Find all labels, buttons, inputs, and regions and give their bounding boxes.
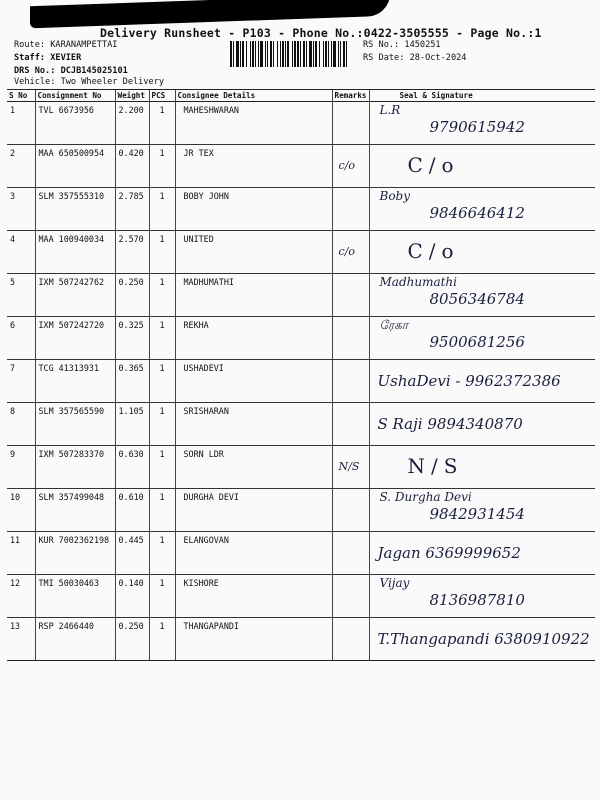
barcode-bar bbox=[328, 41, 329, 67]
remark-handwriting: c/o bbox=[338, 245, 355, 258]
table-row bbox=[7, 360, 595, 403]
consignee-cell: REKHA bbox=[175, 317, 332, 360]
remarks-cell bbox=[332, 102, 369, 145]
sno-cell: 11 bbox=[7, 532, 35, 575]
rs-date: RS Date: 28-Oct-2024 bbox=[363, 53, 467, 63]
seal-signature-cell bbox=[369, 231, 595, 274]
consignment-cell: KUR 7002362198 bbox=[35, 532, 115, 575]
barcode-bar bbox=[236, 41, 239, 67]
weight-cell: 1.105 bbox=[115, 403, 149, 446]
weight-cell: 2.785 bbox=[115, 188, 149, 231]
route-label: Route: KARANAMPETTAI bbox=[14, 40, 118, 50]
table-row bbox=[7, 274, 595, 317]
seal-signature-cell bbox=[369, 145, 595, 188]
weight-cell: 0.365 bbox=[115, 360, 149, 403]
signature-handwriting: Vijay bbox=[379, 576, 410, 590]
remarks-cell bbox=[332, 446, 369, 489]
phone-handwriting: 8136987810 bbox=[429, 591, 525, 609]
table-row bbox=[7, 403, 595, 446]
barcode-bar bbox=[252, 41, 254, 67]
consignee-cell: UNITED bbox=[175, 231, 332, 274]
col-header-seal-signature: Seal & Signature bbox=[369, 90, 595, 102]
consignment-cell: IXM 507283370 bbox=[35, 446, 115, 489]
consignment-cell: SLM 357555310 bbox=[35, 188, 115, 231]
col-header-sno: S No bbox=[7, 90, 35, 102]
barcode-bar bbox=[303, 41, 305, 67]
weight-cell: 0.420 bbox=[115, 145, 149, 188]
remarks-cell bbox=[332, 360, 369, 403]
remarks-cell bbox=[332, 145, 369, 188]
phone-handwriting: 9790615942 bbox=[429, 118, 525, 136]
barcode-bar bbox=[267, 41, 268, 67]
consignee-cell: BOBY JOHN bbox=[175, 188, 332, 231]
barcode-bar bbox=[338, 41, 339, 67]
sno-cell: 8 bbox=[7, 403, 35, 446]
consignee-cell: MAHESHWARAN bbox=[175, 102, 332, 145]
sno-cell: 12 bbox=[7, 575, 35, 618]
barcode-bar bbox=[313, 41, 314, 67]
table-row bbox=[7, 575, 595, 618]
barcode-bar bbox=[277, 41, 278, 67]
pcs-cell: 1 bbox=[149, 403, 175, 446]
barcode-bar bbox=[325, 41, 327, 67]
consignment-cell: TMI 50030463 bbox=[35, 575, 115, 618]
barcode-bar bbox=[300, 41, 301, 67]
barcode-bar bbox=[319, 41, 320, 67]
barcode-bar bbox=[285, 41, 286, 67]
signature-handwriting: ரேகா bbox=[379, 318, 409, 332]
table-header-row bbox=[7, 90, 595, 102]
weight-cell: 0.250 bbox=[115, 618, 149, 661]
barcode-bar bbox=[323, 41, 324, 67]
weight-cell: 2.200 bbox=[115, 102, 149, 145]
pcs-cell: 1 bbox=[149, 618, 175, 661]
consignment-cell: RSP 2466440 bbox=[35, 618, 115, 661]
col-header-consignment: Consignment No bbox=[35, 90, 115, 102]
consignment-cell: IXM 507242720 bbox=[35, 317, 115, 360]
table-row bbox=[7, 188, 595, 231]
runsheet-title: Delivery Runsheet - P103 - Phone No.:0422-3505555 - Page No.:1 bbox=[100, 26, 542, 40]
remarks-cell bbox=[332, 489, 369, 532]
sno-cell: 2 bbox=[7, 145, 35, 188]
barcode-bar bbox=[340, 41, 341, 67]
consignment-cell: IXM 507242762 bbox=[35, 274, 115, 317]
table-row bbox=[7, 231, 595, 274]
sno-cell: 7 bbox=[7, 360, 35, 403]
col-header-consignee: Consignee Details bbox=[175, 90, 332, 102]
barcode-bar bbox=[233, 41, 234, 67]
barcode-bar bbox=[315, 41, 317, 67]
barcode-bar bbox=[255, 41, 256, 67]
table-row bbox=[7, 489, 595, 532]
remarks-cell bbox=[332, 532, 369, 575]
pcs-cell: 1 bbox=[149, 317, 175, 360]
barcode-bar bbox=[306, 41, 307, 67]
barcode-bar bbox=[331, 41, 332, 67]
seal-signature-cell bbox=[369, 317, 595, 360]
phone-handwriting: UshaDevi - 9962372386 bbox=[377, 372, 561, 390]
barcode-bar bbox=[273, 41, 274, 67]
seal-signature-cell bbox=[369, 102, 595, 145]
pcs-cell: 1 bbox=[149, 360, 175, 403]
table-row bbox=[7, 532, 595, 575]
phone-handwriting: 9500681256 bbox=[429, 333, 525, 351]
seal-signature-cell bbox=[369, 618, 595, 661]
sno-cell: 4 bbox=[7, 231, 35, 274]
barcode-bar bbox=[333, 41, 336, 67]
pcs-cell: 1 bbox=[149, 188, 175, 231]
consignee-cell: SORN LDR bbox=[175, 446, 332, 489]
consignee-cell: USHADEVI bbox=[175, 360, 332, 403]
phone-handwriting: 8056346784 bbox=[429, 290, 525, 308]
barcode-bar bbox=[260, 41, 263, 67]
barcode-bar bbox=[287, 41, 289, 67]
table-row bbox=[7, 317, 595, 360]
weight-cell: 0.325 bbox=[115, 317, 149, 360]
sno-cell: 13 bbox=[7, 618, 35, 661]
signature-handwriting: Boby bbox=[379, 189, 411, 203]
sno-cell: 9 bbox=[7, 446, 35, 489]
barcode-bar bbox=[250, 41, 251, 67]
barcode-bar bbox=[258, 41, 259, 67]
pcs-cell: 1 bbox=[149, 532, 175, 575]
consignee-cell: MADHUMATHI bbox=[175, 274, 332, 317]
barcode-bar bbox=[246, 41, 247, 67]
phone-handwriting: C/o bbox=[407, 153, 460, 177]
remarks-cell bbox=[332, 274, 369, 317]
sno-cell: 6 bbox=[7, 317, 35, 360]
vehicle-label: Vehicle: Two Wheeler Delivery bbox=[14, 77, 165, 87]
barcode-bar bbox=[270, 41, 272, 67]
sno-cell: 5 bbox=[7, 274, 35, 317]
weight-cell: 0.610 bbox=[115, 489, 149, 532]
seal-signature-cell bbox=[369, 188, 595, 231]
consignee-cell: THANGAPANDI bbox=[175, 618, 332, 661]
table-row bbox=[7, 446, 595, 489]
drs-number: DRS No.: DCJB145025101 bbox=[14, 66, 128, 76]
sno-cell: 10 bbox=[7, 489, 35, 532]
pcs-cell: 1 bbox=[149, 446, 175, 489]
barcode-bar bbox=[230, 41, 232, 67]
phone-handwriting: T.Thangapandi 6380910922 bbox=[377, 630, 590, 648]
remark-handwriting: c/o bbox=[338, 159, 355, 172]
remarks-cell bbox=[332, 403, 369, 446]
barcode-bar bbox=[343, 41, 345, 67]
barcode-bar bbox=[280, 41, 281, 67]
barcode-bar bbox=[294, 41, 296, 67]
pcs-cell: 1 bbox=[149, 274, 175, 317]
signature-handwriting: S. Durgha Devi bbox=[379, 490, 472, 504]
weight-cell: 0.445 bbox=[115, 532, 149, 575]
seal-signature-cell bbox=[369, 274, 595, 317]
col-header-weight: Weight bbox=[115, 90, 149, 102]
table-row bbox=[7, 102, 595, 145]
weight-cell: 0.630 bbox=[115, 446, 149, 489]
pcs-cell: 1 bbox=[149, 575, 175, 618]
seal-signature-cell bbox=[369, 446, 595, 489]
table-row bbox=[7, 618, 595, 661]
weight-cell: 2.570 bbox=[115, 231, 149, 274]
seal-signature-cell bbox=[369, 489, 595, 532]
phone-handwriting: 9846646412 bbox=[429, 204, 525, 222]
barcode-bar bbox=[297, 41, 299, 67]
col-header-remarks: Remarks bbox=[332, 90, 369, 102]
consignee-cell: JR TEX bbox=[175, 145, 332, 188]
consignee-cell: SRISHARAN bbox=[175, 403, 332, 446]
weight-cell: 0.250 bbox=[115, 274, 149, 317]
consignment-cell: MAA 650500954 bbox=[35, 145, 115, 188]
phone-handwriting: S Raji 9894340870 bbox=[377, 415, 523, 433]
consignee-cell: DURGHA DEVI bbox=[175, 489, 332, 532]
barcode-bar bbox=[309, 41, 312, 67]
seal-signature-cell bbox=[369, 532, 595, 575]
barcode-bar bbox=[346, 41, 347, 67]
barcode-bar bbox=[292, 41, 293, 67]
remarks-cell bbox=[332, 317, 369, 360]
pcs-cell: 1 bbox=[149, 231, 175, 274]
sno-cell: 3 bbox=[7, 188, 35, 231]
remarks-cell bbox=[332, 188, 369, 231]
pcs-cell: 1 bbox=[149, 145, 175, 188]
redacted-header-strip bbox=[30, 0, 390, 28]
seal-signature-cell bbox=[369, 403, 595, 446]
phone-handwriting: C/o bbox=[407, 239, 460, 263]
runsheet-table bbox=[7, 89, 595, 661]
phone-handwriting: Jagan 6369999652 bbox=[377, 544, 521, 562]
barcode-image bbox=[230, 41, 348, 67]
rs-number: RS No.: 1450251 bbox=[363, 40, 441, 50]
barcode-bar bbox=[265, 41, 266, 67]
pcs-cell: 1 bbox=[149, 102, 175, 145]
seal-signature-cell bbox=[369, 360, 595, 403]
barcode-bar bbox=[282, 41, 284, 67]
phone-handwriting: N/S bbox=[407, 454, 464, 478]
consignment-cell: TCG 41313931 bbox=[35, 360, 115, 403]
remarks-cell bbox=[332, 575, 369, 618]
consignee-cell: KISHORE bbox=[175, 575, 332, 618]
phone-handwriting: 9842931454 bbox=[429, 505, 525, 523]
weight-cell: 0.140 bbox=[115, 575, 149, 618]
remarks-cell bbox=[332, 231, 369, 274]
consignment-cell: SLM 357565590 bbox=[35, 403, 115, 446]
consignment-cell: SLM 357499048 bbox=[35, 489, 115, 532]
remark-handwriting: N/S bbox=[338, 460, 360, 473]
staff-label: Staff: XEVIER bbox=[14, 53, 82, 63]
pcs-cell: 1 bbox=[149, 489, 175, 532]
consignment-cell: MAA 100940034 bbox=[35, 231, 115, 274]
consignment-cell: TVL 6673956 bbox=[35, 102, 115, 145]
barcode-bar bbox=[240, 41, 241, 67]
consignee-cell: ELANGOVAN bbox=[175, 532, 332, 575]
seal-signature-cell bbox=[369, 575, 595, 618]
remarks-cell bbox=[332, 618, 369, 661]
signature-handwriting: Madhumathi bbox=[379, 275, 458, 289]
barcode-bar bbox=[242, 41, 244, 67]
signature-handwriting: L.R bbox=[379, 103, 401, 117]
col-header-pcs: PCS bbox=[149, 90, 175, 102]
sno-cell: 1 bbox=[7, 102, 35, 145]
table-row bbox=[7, 145, 595, 188]
